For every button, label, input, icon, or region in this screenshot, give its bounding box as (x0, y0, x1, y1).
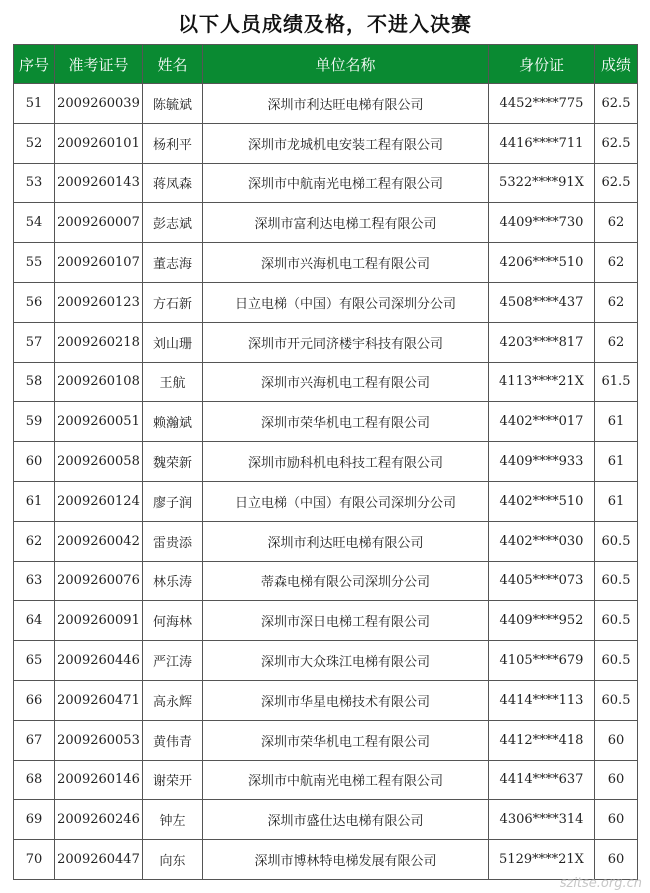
cell-id-card: 4206****510 (489, 243, 595, 283)
cell-id-card: 5129****21X (489, 840, 595, 880)
cell-company: 深圳市龙城机电安装工程有限公司 (203, 123, 489, 163)
cell-score: 62.5 (595, 123, 638, 163)
cell-id-card: 4409****933 (489, 442, 595, 482)
cell-name: 钟左 (143, 800, 203, 840)
cell-score: 61.5 (595, 362, 638, 402)
table-row (14, 84, 638, 124)
header-score: 成绩 (595, 45, 638, 84)
header-company: 单位名称 (203, 45, 489, 84)
watermark: szitse.org.cn (559, 876, 642, 891)
cell-company: 深圳市励科机电科技工程有限公司 (203, 442, 489, 482)
cell-id-card: 4412****418 (489, 720, 595, 760)
cell-id-card: 4306****314 (489, 800, 595, 840)
cell-name: 雷贵添 (143, 521, 203, 561)
cell-company: 深圳市盛仕达电梯有限公司 (203, 800, 489, 840)
header-seq: 序号 (14, 45, 55, 84)
page-title: 以下人员成绩及格，不进入决赛 (178, 12, 472, 36)
cell-company: 深圳市深日电梯工程有限公司 (203, 601, 489, 641)
cell-name: 廖子润 (143, 481, 203, 521)
table-row (14, 282, 638, 322)
cell-exam-id: 2009260053 (55, 720, 143, 760)
cell-score: 62.5 (595, 84, 638, 124)
cell-id-card: 4414****637 (489, 760, 595, 800)
cell-name: 林乐涛 (143, 561, 203, 601)
cell-seq: 53 (14, 163, 55, 203)
cell-company: 日立电梯（中国）有限公司深圳分公司 (203, 481, 489, 521)
cell-seq: 55 (14, 243, 55, 283)
cell-name: 蒋凤森 (143, 163, 203, 203)
cell-exam-id: 2009260123 (55, 282, 143, 322)
cell-id-card: 4409****952 (489, 601, 595, 641)
cell-name: 魏荣新 (143, 442, 203, 482)
cell-seq: 60 (14, 442, 55, 482)
cell-seq: 63 (14, 561, 55, 601)
cell-seq: 67 (14, 720, 55, 760)
cell-exam-id: 2009260146 (55, 760, 143, 800)
cell-name: 谢荣开 (143, 760, 203, 800)
cell-seq: 52 (14, 123, 55, 163)
table-row (14, 840, 638, 880)
table-row (14, 680, 638, 720)
cell-exam-id: 2009260446 (55, 641, 143, 681)
cell-seq: 62 (14, 521, 55, 561)
cell-score: 62 (595, 243, 638, 283)
cell-id-card: 4105****679 (489, 641, 595, 681)
table-row (14, 203, 638, 243)
cell-score: 61 (595, 402, 638, 442)
cell-company: 深圳市兴海机电工程有限公司 (203, 362, 489, 402)
cell-company: 日立电梯（中国）有限公司深圳分公司 (203, 282, 489, 322)
table-row (14, 521, 638, 561)
cell-name: 高永辉 (143, 680, 203, 720)
cell-exam-id: 2009260447 (55, 840, 143, 880)
cell-score: 60.5 (595, 561, 638, 601)
cell-exam-id: 2009260101 (55, 123, 143, 163)
table-row (14, 442, 638, 482)
cell-exam-id: 2009260107 (55, 243, 143, 283)
table-row (14, 402, 638, 442)
cell-company: 深圳市富利达电梯工程有限公司 (203, 203, 489, 243)
cell-seq: 61 (14, 481, 55, 521)
header-name: 姓名 (143, 45, 203, 84)
cell-name: 董志海 (143, 243, 203, 283)
cell-seq: 58 (14, 362, 55, 402)
cell-exam-id: 2009260039 (55, 84, 143, 124)
cell-name: 赖瀚斌 (143, 402, 203, 442)
cell-seq: 59 (14, 402, 55, 442)
cell-id-card: 4402****017 (489, 402, 595, 442)
cell-name: 方石新 (143, 282, 203, 322)
table-row (14, 163, 638, 203)
cell-score: 61 (595, 442, 638, 482)
cell-seq: 70 (14, 840, 55, 880)
cell-id-card: 4405****073 (489, 561, 595, 601)
cell-id-card: 4414****113 (489, 680, 595, 720)
table-row (14, 720, 638, 760)
cell-company: 蒂森电梯有限公司深圳分公司 (203, 561, 489, 601)
cell-seq: 54 (14, 203, 55, 243)
cell-name: 王航 (143, 362, 203, 402)
cell-name: 严江涛 (143, 641, 203, 681)
table-row (14, 481, 638, 521)
table-row (14, 760, 638, 800)
table-row (14, 561, 638, 601)
cell-company: 深圳市中航南光电梯工程有限公司 (203, 163, 489, 203)
cell-name: 向东 (143, 840, 203, 880)
results-table (13, 44, 638, 880)
table-row (14, 243, 638, 283)
cell-name: 彭志斌 (143, 203, 203, 243)
cell-id-card: 4113****21X (489, 362, 595, 402)
cell-exam-id: 2009260218 (55, 322, 143, 362)
cell-company: 深圳市兴海机电工程有限公司 (203, 243, 489, 283)
cell-exam-id: 2009260124 (55, 481, 143, 521)
table-row (14, 322, 638, 362)
cell-name: 何海林 (143, 601, 203, 641)
cell-score: 60.5 (595, 680, 638, 720)
cell-score: 62 (595, 322, 638, 362)
cell-score: 60 (595, 840, 638, 880)
cell-score: 60 (595, 720, 638, 760)
cell-name: 杨利平 (143, 123, 203, 163)
cell-company: 深圳市中航南光电梯工程有限公司 (203, 760, 489, 800)
cell-score: 62 (595, 282, 638, 322)
table-row (14, 800, 638, 840)
cell-company: 深圳市利达旺电梯有限公司 (203, 521, 489, 561)
cell-id-card: 4416****711 (489, 123, 595, 163)
cell-name: 刘山珊 (143, 322, 203, 362)
cell-id-card: 5322****91X (489, 163, 595, 203)
cell-id-card: 4409****730 (489, 203, 595, 243)
cell-company: 深圳市荣华机电工程有限公司 (203, 720, 489, 760)
table-row (14, 362, 638, 402)
cell-company: 深圳市华星电梯技术有限公司 (203, 680, 489, 720)
cell-seq: 56 (14, 282, 55, 322)
cell-score: 60 (595, 800, 638, 840)
cell-score: 60.5 (595, 601, 638, 641)
cell-company: 深圳市荣华机电工程有限公司 (203, 402, 489, 442)
table-body (14, 84, 638, 880)
cell-id-card: 4402****510 (489, 481, 595, 521)
cell-company: 深圳市开元同济楼宇科技有限公司 (203, 322, 489, 362)
table-row (14, 601, 638, 641)
cell-id-card: 4203****817 (489, 322, 595, 362)
cell-id-card: 4402****030 (489, 521, 595, 561)
cell-score: 60 (595, 760, 638, 800)
table-row (14, 641, 638, 681)
cell-score: 60.5 (595, 641, 638, 681)
cell-seq: 66 (14, 680, 55, 720)
cell-seq: 69 (14, 800, 55, 840)
cell-score: 62.5 (595, 163, 638, 203)
cell-score: 62 (595, 203, 638, 243)
cell-exam-id: 2009260007 (55, 203, 143, 243)
cell-exam-id: 2009260076 (55, 561, 143, 601)
cell-exam-id: 2009260143 (55, 163, 143, 203)
cell-id-card: 4452****775 (489, 84, 595, 124)
cell-name: 黄伟青 (143, 720, 203, 760)
cell-score: 61 (595, 481, 638, 521)
cell-seq: 57 (14, 322, 55, 362)
cell-company: 深圳市大众珠江电梯有限公司 (203, 641, 489, 681)
table-row (14, 123, 638, 163)
header-id-card: 身份证 (489, 45, 595, 84)
cell-exam-id: 2009260058 (55, 442, 143, 482)
cell-seq: 65 (14, 641, 55, 681)
cell-seq: 68 (14, 760, 55, 800)
table-header-row (14, 45, 638, 84)
cell-exam-id: 2009260471 (55, 680, 143, 720)
cell-exam-id: 2009260051 (55, 402, 143, 442)
cell-exam-id: 2009260091 (55, 601, 143, 641)
cell-exam-id: 2009260108 (55, 362, 143, 402)
cell-name: 陈毓斌 (143, 84, 203, 124)
cell-seq: 64 (14, 601, 55, 641)
cell-company: 深圳市利达旺电梯有限公司 (203, 84, 489, 124)
header-exam-id: 准考证号 (55, 45, 143, 84)
cell-id-card: 4508****437 (489, 282, 595, 322)
cell-exam-id: 2009260246 (55, 800, 143, 840)
cell-score: 60.5 (595, 521, 638, 561)
cell-seq: 51 (14, 84, 55, 124)
cell-exam-id: 2009260042 (55, 521, 143, 561)
cell-company: 深圳市博林特电梯发展有限公司 (203, 840, 489, 880)
